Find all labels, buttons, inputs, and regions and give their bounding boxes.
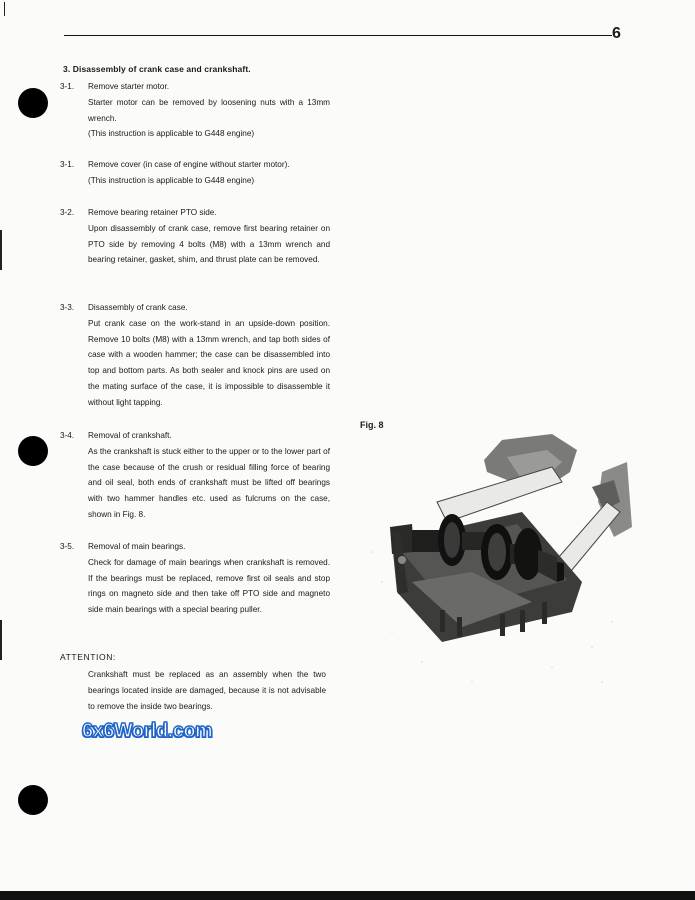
step-body: Put crank case on the work-stand in an upside-down position. Remove 10 bolts (M8) with a 13mm wrench, and tap both sides of case with a wooden hammer; the case can be disassembled into top and bottom parts. As both sealer and knock pins are used on the mating surface of the case, it is impossible to disassemble it without light tapping. xyxy=(88,318,330,407)
scan-edge-mark xyxy=(4,2,5,16)
step-3-5 xyxy=(60,539,330,618)
binder-hole-top xyxy=(18,88,48,118)
step-heading: Removal of crankshaft. xyxy=(88,431,172,440)
scan-edge-mark xyxy=(0,230,2,270)
binder-hole-bottom xyxy=(18,785,48,815)
step-heading: Disassembly of crank case. xyxy=(88,303,188,312)
step-body: As the crankshaft is stuck either to the upper or to the lower part of the case because of the crush or residual filling force of bearing and oil seal, both ends of crankshaft must be lifted off bearings with two hammer handles etc. used as fulcrums on the case, shown in Fig. 8. xyxy=(88,446,330,519)
binder-hole-middle xyxy=(18,436,48,466)
step-3-4 xyxy=(60,428,330,523)
step-heading: Remove bearing retainer PTO side. xyxy=(88,208,217,217)
step-3-3 xyxy=(60,300,330,411)
scan-bottom-edge xyxy=(0,891,695,900)
step-number: 3-5. xyxy=(60,542,75,551)
step-note: (This instruction is applicable to G448 engine) xyxy=(88,175,255,185)
step-heading: Remove starter motor. xyxy=(88,82,169,91)
header-rule xyxy=(64,35,612,36)
step-heading: Removal of main bearings. xyxy=(88,542,186,551)
step-body: Check for damage of main bearings when crankshaft is removed. If the bearings must be replaced, remove first oil seals and stop rings on magneto side and then take off PTO side and magneto side main bearings with a special bearing puller. xyxy=(88,557,330,615)
step-body: Starter motor can be removed by loosening nuts with a 13mm wrench. xyxy=(88,97,330,123)
step-number: 3-3. xyxy=(60,303,75,312)
attention-label: ATTENTION: xyxy=(60,652,116,662)
step-3-1-starter xyxy=(60,79,330,142)
step-number: 3-4. xyxy=(60,431,75,440)
step-3-2 xyxy=(60,205,330,268)
figure-label: Fig. 8 xyxy=(360,420,384,430)
attention-text: Crankshaft must be replaced as an assembly when the two bearings located inside are damaged, because it is not advisable to remove the inside two bearings. xyxy=(88,670,326,711)
page-number: 6 xyxy=(612,25,621,42)
figure-8-photo xyxy=(352,432,632,702)
step-number: 3-1. xyxy=(60,160,75,169)
crankshaft-removal-illustration xyxy=(352,432,632,702)
step-number: 3-1. xyxy=(60,82,75,91)
section-title: 3. Disassembly of crank case and crankshaft. xyxy=(63,64,251,74)
step-number: 3-2. xyxy=(60,208,75,217)
step-3-1-cover xyxy=(60,157,330,189)
scan-edge-mark xyxy=(0,620,2,660)
step-note: (This instruction is applicable to G448 engine) xyxy=(88,129,255,139)
watermark-logo: 6x6World.com xyxy=(82,720,213,742)
step-heading: Remove cover (in case of engine without starter motor). xyxy=(88,160,290,169)
step-body: Upon disassembly of crank case, remove first bearing retainer on PTO side by removing 4 bolts (M8) with a 13mm wrench and bearing retainer, gasket, shim, and thrust plate can be removed. xyxy=(88,223,330,265)
